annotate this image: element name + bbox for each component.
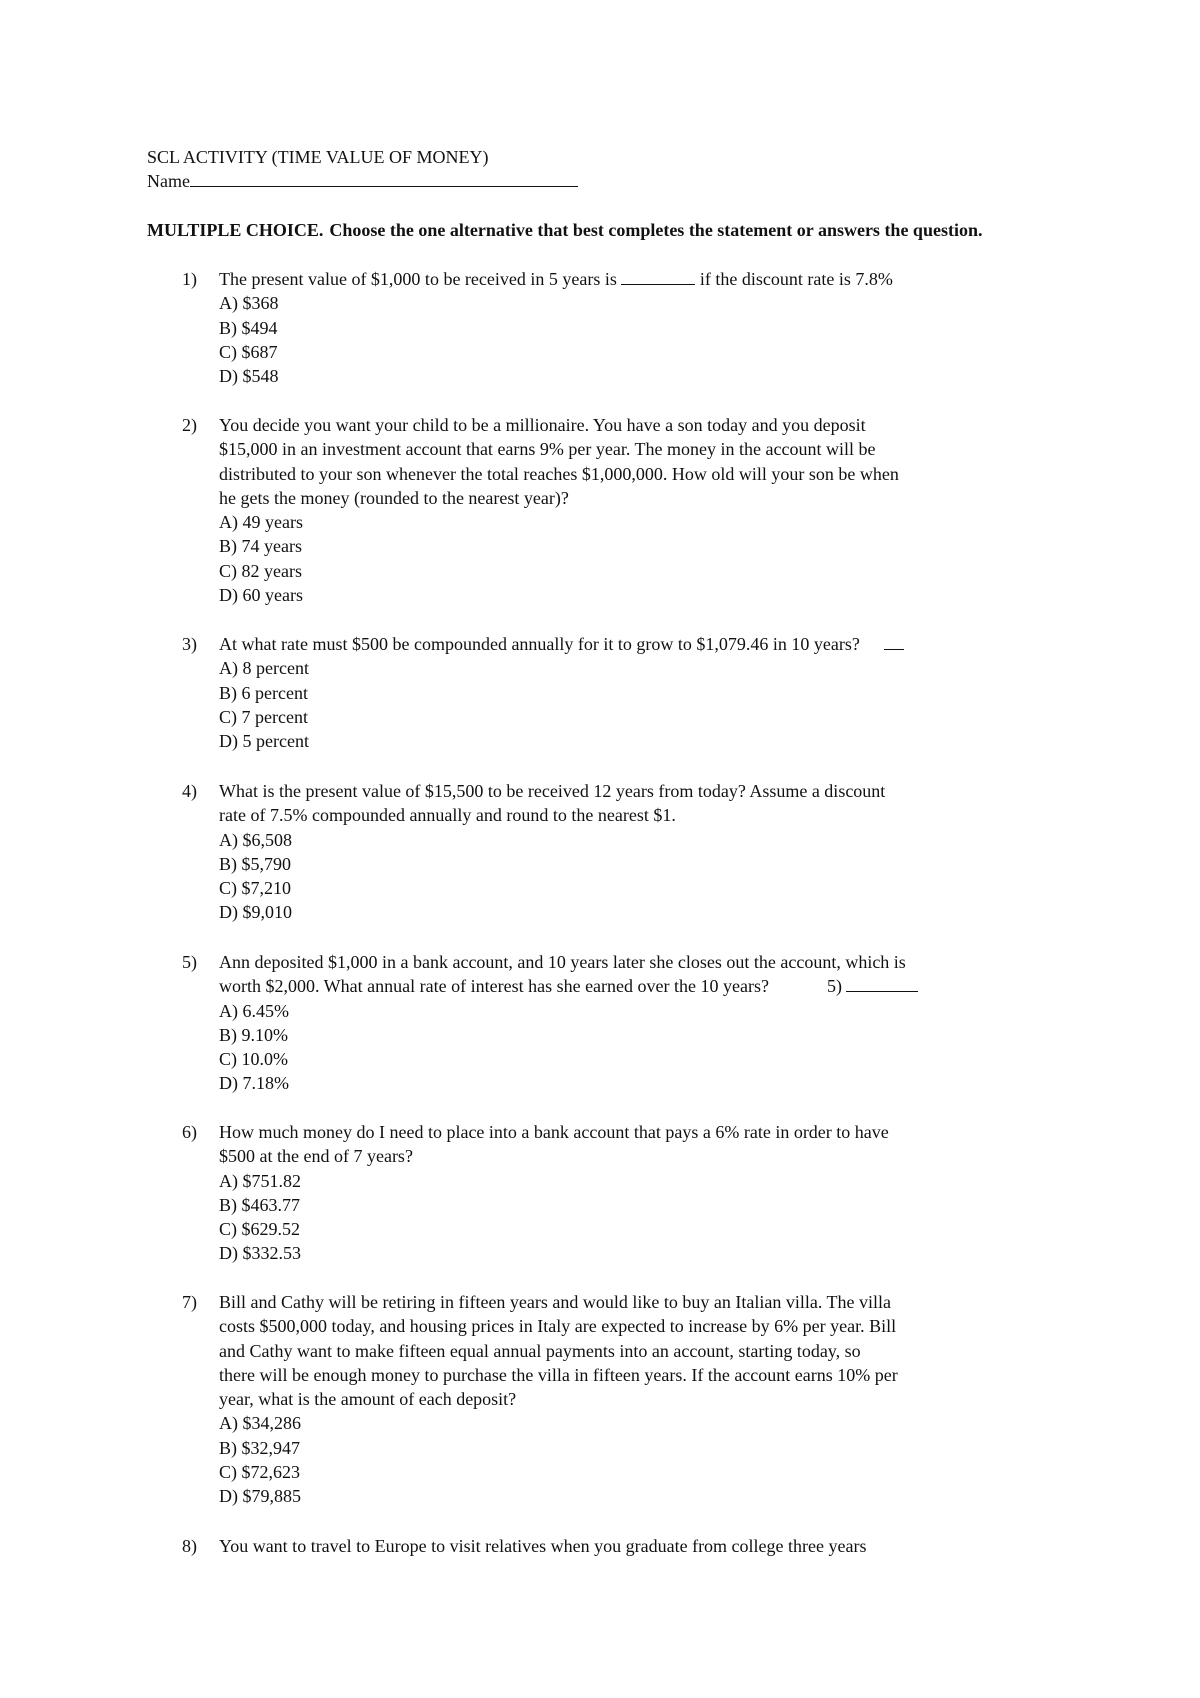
instructions-label: MULTIPLE CHOICE. <box>147 220 324 240</box>
worksheet-header <box>147 145 1067 194</box>
option-a: A) 8 percent <box>219 658 309 679</box>
option-c: C) 7 percent <box>219 706 308 727</box>
answer-blank <box>846 975 918 992</box>
question-body <box>219 267 1067 388</box>
question-text-line: Ann deposited $1,000 in a bank account, and 10 years later she closes out the account, which is <box>219 952 906 972</box>
instructions <box>147 218 1067 242</box>
answer-blank <box>621 268 695 285</box>
question-body <box>219 950 1067 1096</box>
question-text-line: rate of 7.5% compounded annually and round to the nearest $1. <box>219 805 676 826</box>
option-a: A) $751.82 <box>219 1170 301 1191</box>
question-text-line: distributed to your son whenever the total reaches $1,000,000. How old will your son be when <box>219 463 899 484</box>
option-b: B) $463.77 <box>219 1194 300 1215</box>
option-b: B) $5,790 <box>219 853 291 874</box>
question-text-line: he gets the money (rounded to the nearest year)? <box>219 487 569 508</box>
option-b: B) $494 <box>219 317 278 338</box>
question-number: 7) <box>182 1292 197 1312</box>
option-c: C) $7,210 <box>219 878 291 899</box>
option-d: D) 60 years <box>219 585 303 606</box>
answer-blank <box>884 633 904 650</box>
question-number: 1) <box>182 269 197 289</box>
question-text-line: Bill and Cathy will be retiring in fifteen years and would like to buy an Italian villa. The villa <box>219 1292 892 1312</box>
question-number: 6) <box>182 1122 197 1142</box>
question-body <box>219 779 1067 925</box>
question-body <box>219 1534 1067 1558</box>
answer-number-label: 5) <box>826 976 842 997</box>
question-text-line: What is the present value of $15,500 to be received 12 years from today? Assume a discount <box>219 781 886 801</box>
option-d: D) $9,010 <box>219 902 292 923</box>
option-d: D) 5 percent <box>219 731 309 752</box>
option-d: D) 7.18% <box>219 1073 289 1094</box>
option-a: A) $6,508 <box>219 829 292 850</box>
option-d: D) $332.53 <box>219 1243 301 1264</box>
option-c: C) $629.52 <box>219 1219 300 1240</box>
question-number: 4) <box>182 781 197 801</box>
question-number: 2) <box>182 415 197 435</box>
question-text: worth $2,000. What annual rate of interest has she earned over the 10 years? 5) <box>219 974 1067 998</box>
instructions-text: Choose the one alternative that best completes the statement or answers the question. <box>329 220 983 240</box>
name-blank-line <box>190 170 578 187</box>
worksheet-title: SCL ACTIVITY (TIME VALUE OF MONEY) <box>147 147 489 167</box>
question-number: 5) <box>182 952 197 972</box>
question-text-line: You want to travel to Europe to visit relatives when you graduate from college three years <box>219 1536 867 1556</box>
option-a: A) $34,286 <box>219 1413 301 1434</box>
option-c: C) 10.0% <box>219 1049 288 1070</box>
option-c: C) $687 <box>219 341 278 362</box>
question-text-line: $15,000 in an investment account that earns 9% per year. The money in the account will be <box>219 439 876 460</box>
question-text-line: How much money do I need to place into a bank account that pays a 6% rate in order to have <box>219 1122 889 1142</box>
option-b: B) 74 years <box>219 536 302 557</box>
question-body <box>219 1120 1067 1266</box>
option-a: A) $368 <box>219 293 279 314</box>
question-text-line: $500 at the end of 7 years? <box>219 1146 413 1167</box>
option-d: D) $548 <box>219 366 279 387</box>
question-text-line: You decide you want your child to be a millionaire. You have a son today and you deposit <box>219 415 866 435</box>
question-text-line: and Cathy want to make fifteen equal annual payments into an account, starting today, so <box>219 1340 861 1361</box>
option-a: A) 49 years <box>219 512 303 533</box>
name-label: Name <box>147 171 190 192</box>
option-b: B) $32,947 <box>219 1437 300 1458</box>
option-a: A) 6.45% <box>219 1000 289 1021</box>
name-field <box>147 169 1067 193</box>
question-body <box>219 632 1067 753</box>
question-text-line: costs $500,000 today, and housing prices in Italy are expected to increase by 6% per year. Bill <box>219 1316 897 1337</box>
option-d: D) $79,885 <box>219 1486 301 1507</box>
option-c: C) $72,623 <box>219 1462 300 1483</box>
question-body <box>219 413 1067 607</box>
question-text-line: there will be enough money to purchase the villa in fifteen years. If the account earns 10% per <box>219 1364 898 1385</box>
question-number: 8) <box>182 1536 197 1556</box>
question-text-line: year, what is the amount of each deposit? <box>219 1389 517 1410</box>
question-body <box>219 1290 1067 1509</box>
option-b: B) 6 percent <box>219 682 308 703</box>
option-b: B) 9.10% <box>219 1024 288 1045</box>
question-text: The present value of $1,000 to be received in 5 years is if the discount rate is 7.8% <box>219 269 893 289</box>
option-c: C) 82 years <box>219 560 302 581</box>
question-number: 3) <box>182 634 197 654</box>
question-text: At what rate must $500 be compounded annually for it to grow to $1,079.46 in 10 years? <box>219 632 1067 656</box>
